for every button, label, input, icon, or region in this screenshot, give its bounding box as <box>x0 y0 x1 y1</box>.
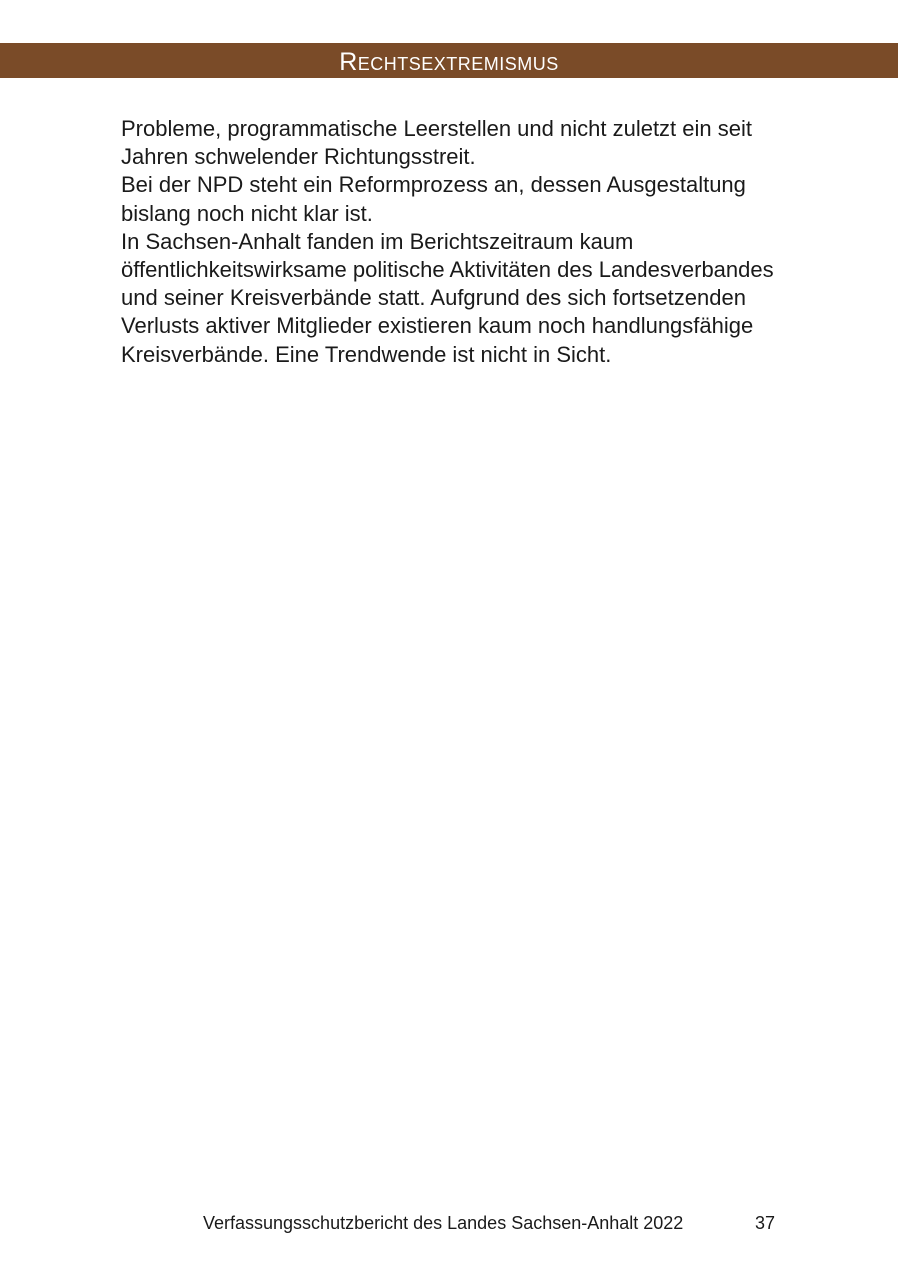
paragraph-2: Bei der NPD steht ein Reformprozess an, dessen Ausgestaltung bislang noch nicht klar ist. <box>121 172 746 226</box>
body-text <box>121 115 781 369</box>
page-number: 37 <box>755 1213 776 1233</box>
paragraph-1: Probleme, programmatische Leerstellen und nicht zuletzt ein seit Jahren schwelender Richtungsstreit. <box>121 116 752 170</box>
chapter-title <box>0 43 898 78</box>
chapter-header-band <box>0 43 898 78</box>
footer-publication-title: Verfassungsschutzbericht des Landes Sachsen-Anhalt 2022 <box>203 1213 684 1233</box>
chapter-title-text: Rechtsextremismus <box>339 48 559 76</box>
page-footer <box>0 1213 900 1243</box>
paragraph-3: In Sachsen-Anhalt fanden im Berichtszeitraum kaum öffentlichkeitswirksame politische Aktivitäten des Landesverbandes und seiner Kreisverbände statt. Aufgrund des sich fortsetzenden Verlusts aktiver Mitglieder existieren kaum noch handlungsfähige Kreisverbände. Eine Trendwende ist nicht in Sicht. <box>121 228 774 367</box>
